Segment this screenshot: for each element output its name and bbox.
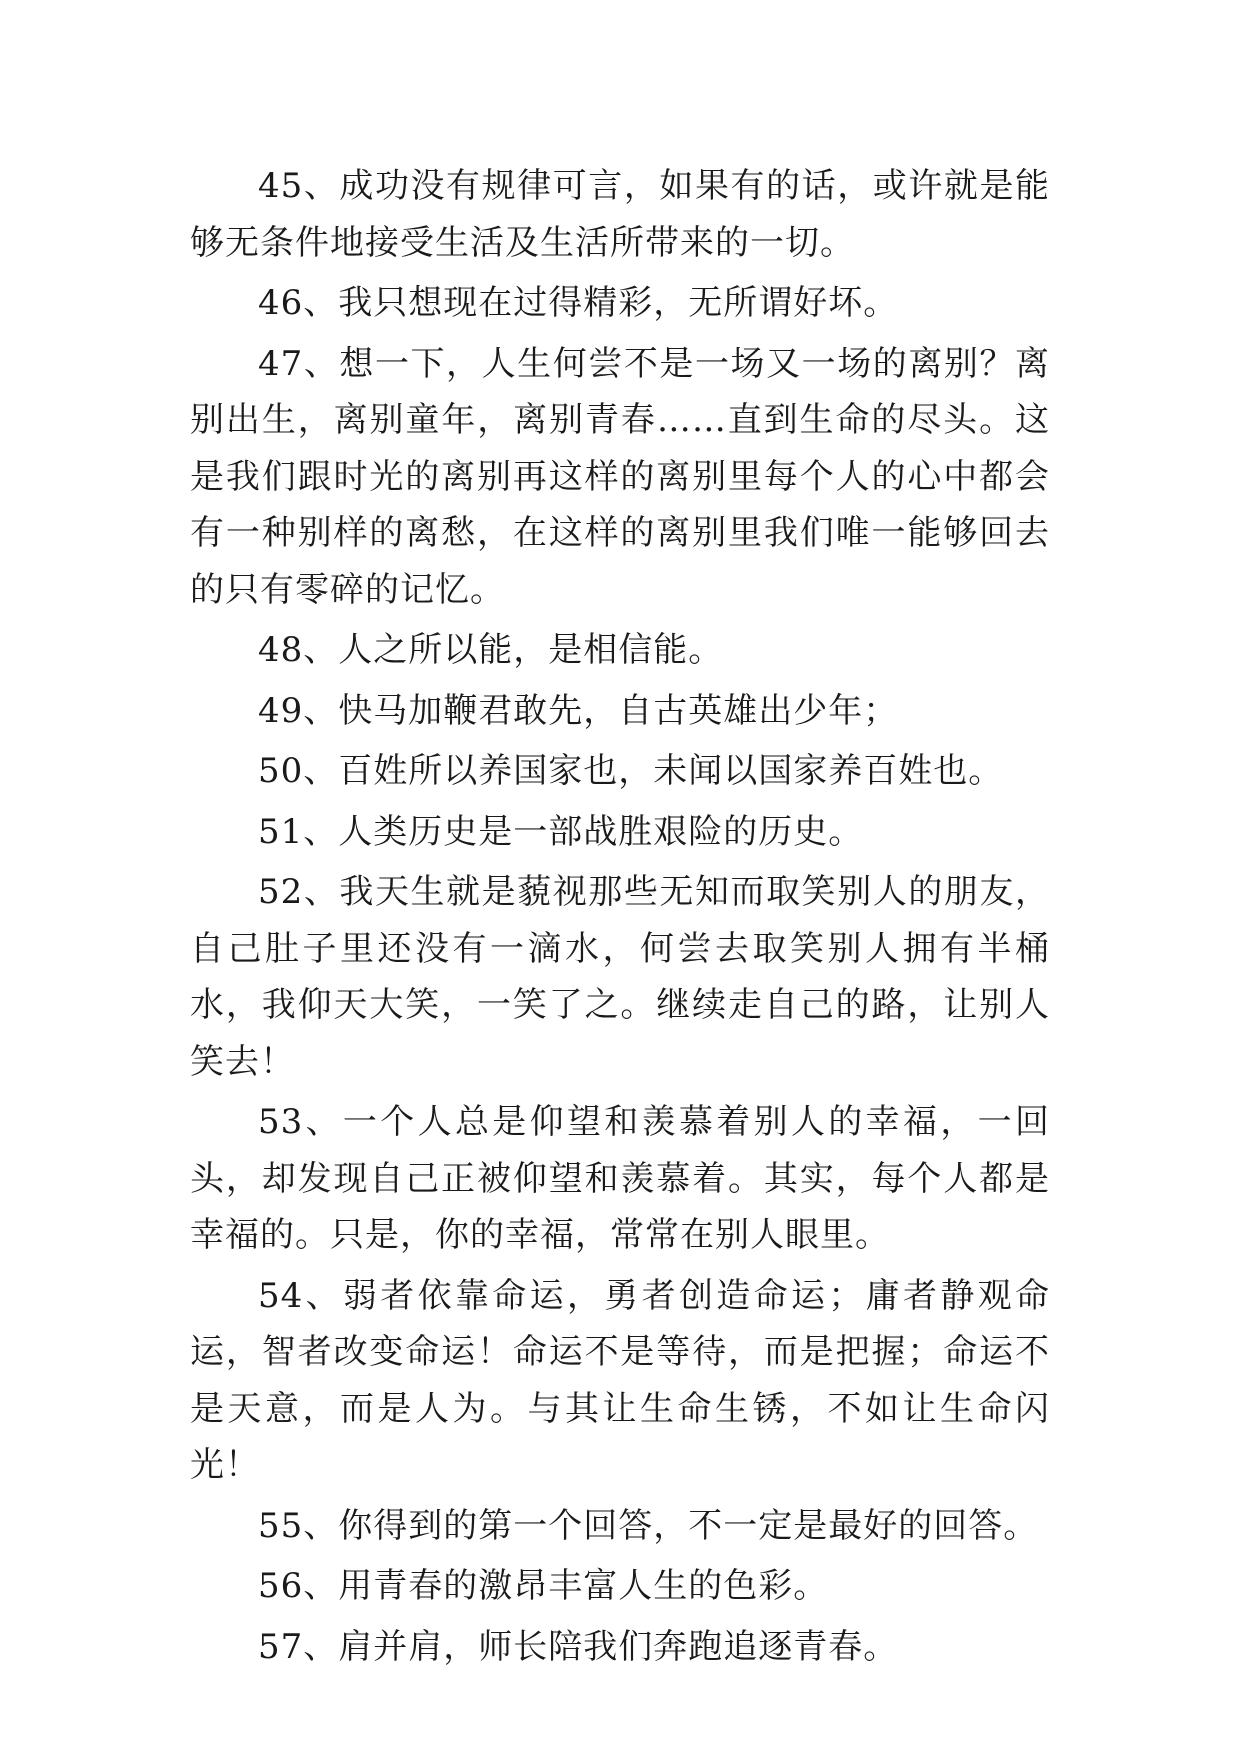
paragraph-53: 53、一个人总是仰望和羡慕着别人的幸福，一回头，却发现自己正被仰望和羡慕着。其实，每个人都是幸福的。只是，你的幸福，常常在别人眼里。 <box>190 1102 1050 1255</box>
paragraph-48: 48、人之所以能，是相信能。 <box>258 630 724 670</box>
paragraph-51: 51、人类历史是一部战胜艰险的历史。 <box>258 811 864 852</box>
document-body <box>190 158 1050 1679</box>
paragraph-52: 52、我天生就是藐视那些无知而取笑别人的朋友，自己肚子里还没有一滴水，何尝去取笑别人拥有半桶水，我仰天大笑，一笑了之。继续走自己的路，让别人笑去！ <box>190 872 1050 1082</box>
paragraph-54: 54、弱者依靠命运，勇者创造命运；庸者静观命运，智者改变命运！命运不是等待，而是把握；命运不是天意，而是人为。与其让生命生锈，不如让生命闪光！ <box>190 1275 1050 1485</box>
paragraph-50: 50、百姓所以养国家也，未闻以国家养百姓也。 <box>258 751 1004 791</box>
paragraph-56: 56、用青春的激昂丰富人生的色彩。 <box>258 1566 829 1606</box>
paragraph-45: 45、成功没有规律可言，如果有的话，或许就是能够无条件地接受生活及生活所带来的一切。 <box>190 166 1050 263</box>
paragraph-55: 55、你得到的第一个回答，不一定是最好的回答。 <box>258 1505 1039 1546</box>
paragraph-46: 46、我只想现在过得精彩，无所谓好坏。 <box>258 283 899 323</box>
paragraph-49: 49、快马加鞭君敢先，自古英雄出少年； <box>258 690 899 731</box>
paragraph-47: 47、想一下，人生何尝不是一场又一场的离别？离别出生，离别童年，离别青春……直到生命的尽头。这是我们跟时光的离别再这样的离别里每个人的心中都会有一种别样的离愁，在这样的离别里我们唯一能够回去的只有零碎的记忆。 <box>190 343 1050 610</box>
paragraph-57: 57、肩并肩，师长陪我们奔跑追逐青春。 <box>258 1626 899 1667</box>
